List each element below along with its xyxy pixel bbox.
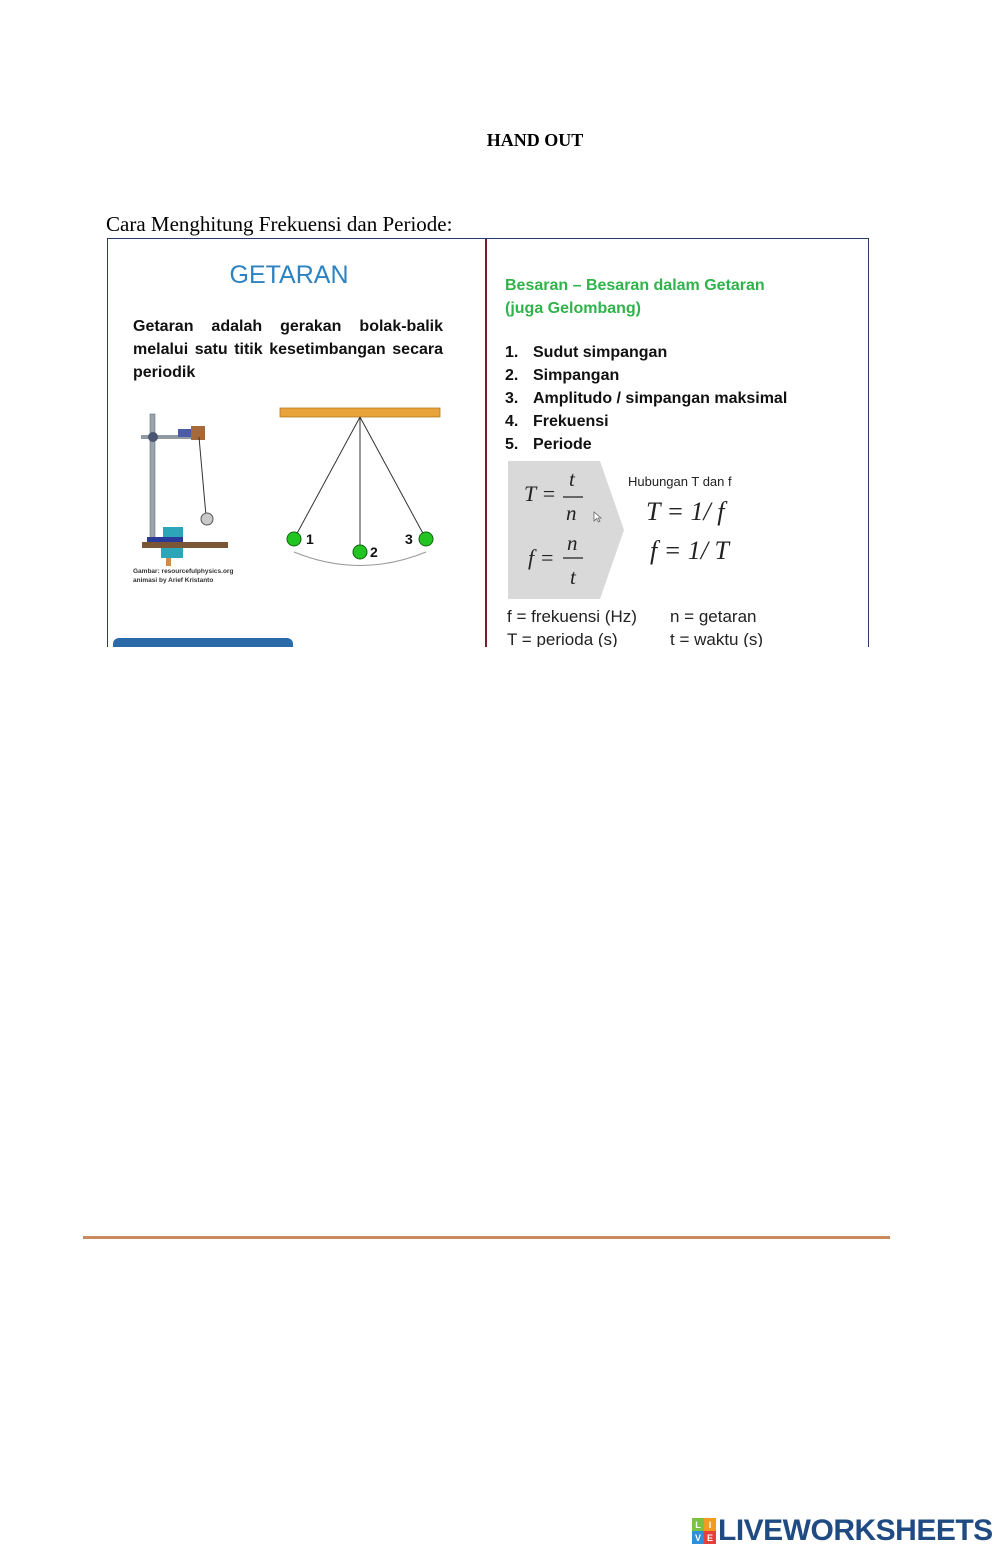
list-item: 3. Amplitudo / simpangan maksimal [505,390,788,407]
bob-label-2: 2 [370,544,378,560]
base-peg [166,558,171,566]
cursor-icon [593,511,602,523]
pendulum-ball [201,513,213,525]
relation-frequency: f = 1/ T [650,536,729,565]
pendulum-diagram [278,404,443,566]
footer-rule [83,1236,890,1239]
credit-source: Gambar: resourcefulphysics.org [133,568,234,575]
slide-divider [485,239,487,647]
base-foot [161,548,183,558]
formula-box [508,461,626,599]
liveworksheets-logo-icon: L I V E [692,1518,716,1544]
frequency-formula-denominator: t [570,565,576,589]
pendulum-string [199,437,206,516]
string-right [360,417,426,539]
bob-3 [419,532,433,546]
legend-time: t = waktu (s) [670,630,764,647]
brand-name: LIVEWORKSHEETS [718,1514,993,1547]
string-left [294,417,360,539]
quantities-list [505,341,787,456]
slide-nav-tab [113,638,293,647]
section-heading: Cara Menghitung Frekuensi dan Periode: [106,212,453,236]
image-credit [133,567,233,585]
lab-stand-illustration [133,409,233,569]
clamp-block [191,426,205,440]
bob-label-1: 1 [306,531,314,547]
pendulum-bar [280,408,440,417]
period-formula-denominator: n [566,501,577,525]
list-item: 2. Simpangan [505,367,620,384]
quantities-heading: Besaran – Besaran dalam Getaran (juga Gelombang) [505,277,765,317]
frequency-formula-numerator: n [567,531,578,555]
clamp [178,429,192,437]
list-item: 1. Sudut simpangan [505,344,668,361]
legend-frequency: f = frekuensi (Hz) [507,607,637,626]
getaran-title: GETARAN [229,261,349,289]
relation-period: T = 1/ f [646,497,725,526]
liveworksheets-brand[interactable] [692,1514,993,1548]
bob-label-3: 3 [405,531,413,547]
getaran-definition: Getaran adalah gerakan bolak-balik melalui satu titik kesetimbangan secara periodik [133,318,443,381]
legend-period: T = perioda (s) [507,630,618,647]
page-title: HAND OUT [486,130,584,150]
list-item: 5. Periode [505,436,592,453]
base-plate [142,542,228,548]
lesson-slide [107,238,869,647]
legend-vibrations: n = getaran [670,607,757,626]
period-formula-numerator: t [569,467,575,491]
period-formula-lhs: T = [524,481,557,506]
bob-2 [353,545,367,559]
relation-label: Hubungan T dan f [628,474,732,489]
bob-1 [287,532,301,546]
clamp-knob [148,432,158,442]
list-item: 4. Frekuensi [505,413,609,430]
credit-animation: animasi by Arief Kristanto [133,577,214,584]
frequency-formula-lhs: f = [528,545,555,570]
